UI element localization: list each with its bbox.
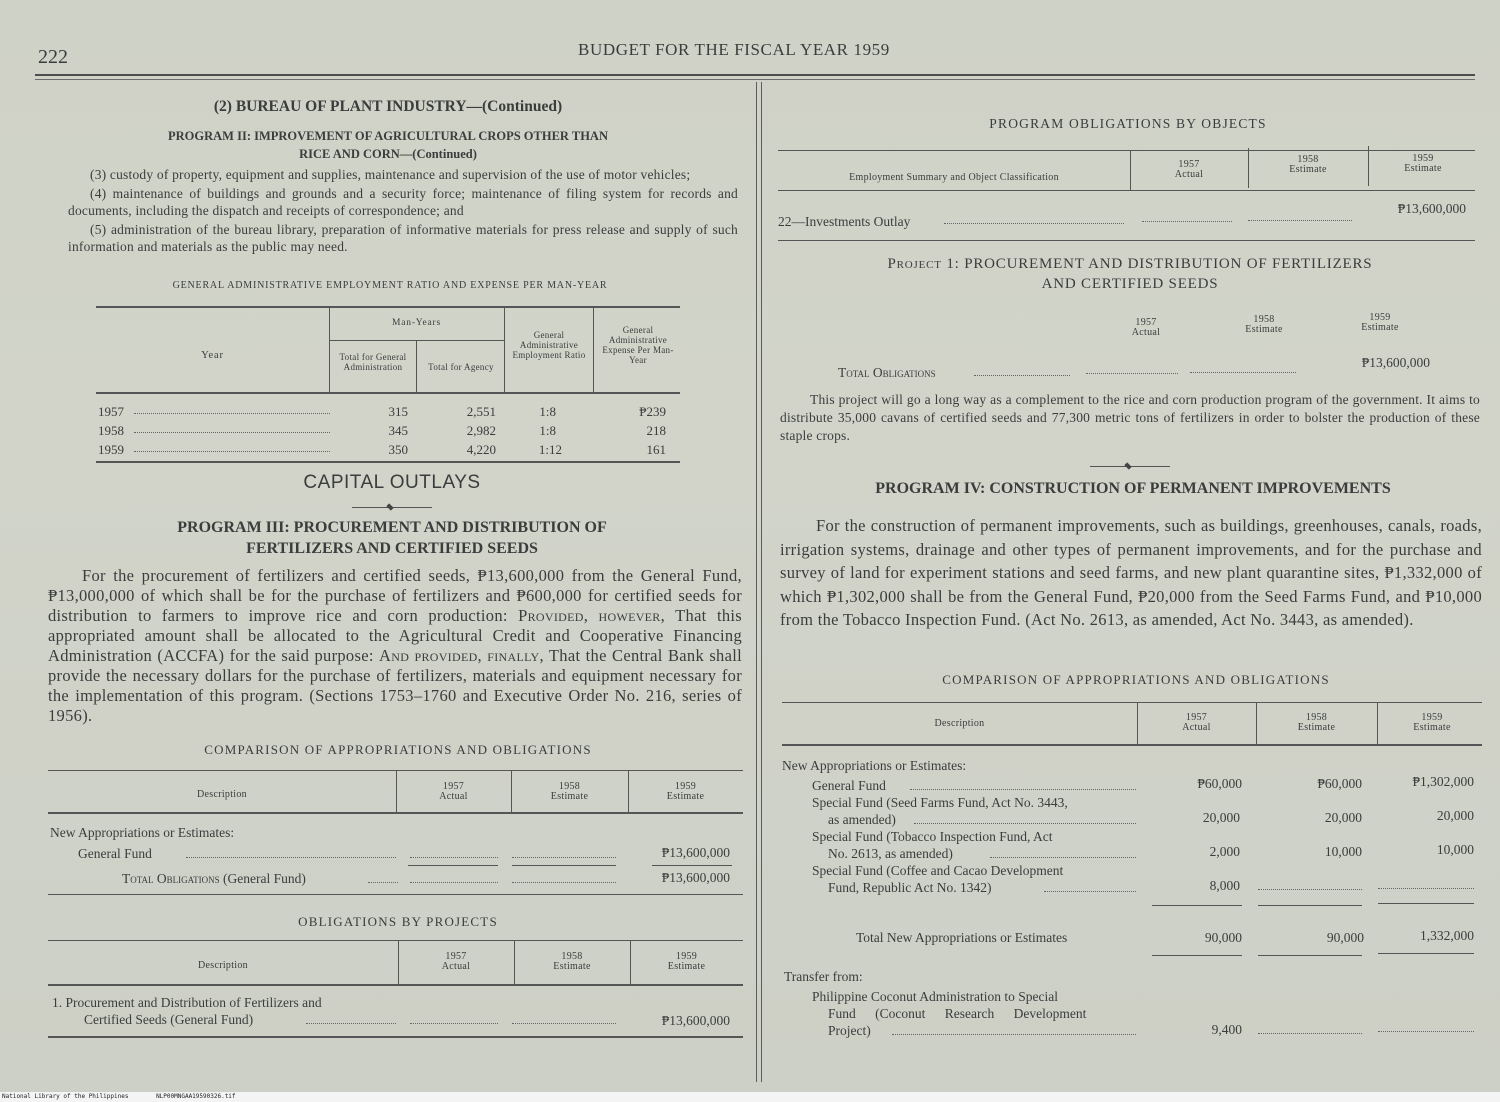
table-row: [98, 423, 682, 442]
project1-1959: ₱13,600,000: [661, 1013, 730, 1028]
sum-rule: [1258, 955, 1362, 956]
program3-title-line2: FERTILIZERS AND CERTIFIED SEEDS: [246, 540, 538, 557]
new-appropriations-label: New Appropriations or Estimates:: [50, 825, 235, 840]
header-rule: [35, 74, 1475, 76]
investments-label: 22—Investments Outlay: [778, 214, 911, 229]
project-prefix: Project 1:: [887, 256, 960, 272]
program4-paragraph: For the construction of permanent improvements, such as buildings, greenhouses, canals, roads, irrigation systems, drainage and other types of permanent improvements, and for the purchase and survey of land for experiment stations and seed farms, and new plant quarantine sites, ₱1,332,000 of which ₱1,302,000 shall be from the General Fund, ₱20,000 from the Seed Farms Fund, and ₱10,000 from the Tobacco Inspection Fund. (Act No. 2613, as amended, Act No. 3443, as amended).: [780, 516, 1482, 629]
ornament-rule: [1090, 466, 1170, 467]
total-new-1957: 90,000: [1204, 930, 1242, 945]
row-general-fund-1958: ₱60,000: [1317, 776, 1362, 791]
new-appropriations-right-label: New Appropriations or Estimates:: [782, 758, 967, 773]
row-tobacco-1957: 2,000: [1209, 844, 1240, 859]
capital-outlays-heading: CAPITAL OUTLAYS: [303, 472, 481, 493]
transfer-1957: 9,400: [1211, 1022, 1242, 1037]
ratio-table-caption: GENERAL ADMINISTRATIVE EMPLOYMENT RATIO AND EXPENSE PER MAN-YEAR: [172, 280, 608, 291]
sum-rule: [408, 865, 498, 866]
col-1957: 1957 Actual: [439, 781, 468, 802]
leader-dots: [974, 366, 1070, 376]
library-credit: National Library of the Philippines: [2, 1093, 129, 1100]
leader-dots: [186, 848, 396, 858]
row-general-fund-label: General Fund: [812, 778, 886, 793]
total-new-1959: 1,332,000: [1420, 928, 1474, 943]
table-rule: [48, 812, 743, 814]
transfer-from-label: Transfer from:: [784, 969, 863, 984]
row-ratio: 1:8: [539, 404, 556, 419]
transfer-line2: Fund (Coconut Research Development: [828, 1006, 1087, 1021]
sum-rule: [652, 865, 732, 866]
col-description: Description: [198, 960, 248, 971]
project1-description: [780, 391, 1480, 445]
program4-text: [780, 514, 1482, 632]
col-1957: 1957 Actual: [441, 951, 471, 972]
row-tobacco-line1: Special Fund (Tobacco Inspection Fund, Act: [812, 829, 1053, 844]
col-1957: 1957 Actual: [1131, 317, 1161, 338]
table-rule: [48, 1036, 743, 1038]
column-divider-2: [761, 82, 762, 1082]
col-1959: 1959 Estimate: [1361, 312, 1399, 333]
row-tobacco-1958: 10,000: [1324, 844, 1362, 859]
project1-title-l1: PROCUREMENT AND DISTRIBUTION OF FERTILIZERS: [964, 256, 1373, 272]
leader-dots: [410, 848, 498, 858]
ornament-rule: [352, 507, 432, 508]
sum-rule: [1258, 905, 1362, 906]
table-rule: [96, 392, 680, 394]
investments-1959: ₱13,600,000: [1397, 201, 1466, 216]
program3-text-c: That the Central Bank shall provide the necessary dollars for the purchase of fertilizers, materials and equipment necessary for the implementation of this program. (Sections 1753–1760 and Executive Order No. 216, series of 1956).: [48, 646, 742, 725]
row-year: 1957: [98, 404, 124, 419]
row-ratio: 1:8: [539, 423, 556, 438]
project1-line1: 1. Procurement and Distribution of Fertilizers and: [52, 995, 322, 1010]
program3-text: [48, 566, 742, 726]
col-1958: 1958 Estimate: [1245, 314, 1283, 335]
leader-dots: [1044, 882, 1136, 892]
leader-dots: [134, 423, 330, 433]
leader-dots: [512, 1014, 616, 1024]
table-rule: [329, 340, 504, 341]
col-1958: 1958 Estimate: [1289, 154, 1327, 175]
project1-line2: Certified Seeds (General Fund): [84, 1012, 254, 1027]
leader-dots: [1248, 211, 1352, 221]
project1-heading-line1: [778, 256, 1482, 273]
row-agency: 2,982: [466, 423, 496, 438]
column-divider: [756, 82, 757, 1082]
table-rule: [778, 190, 1475, 191]
table-rule: [48, 894, 743, 895]
col-year: Year: [201, 350, 224, 361]
table-vrule: [416, 341, 417, 392]
comparison-caption-left: COMPARISON OF APPROPRIATIONS AND OBLIGATIONS: [204, 742, 592, 757]
col-1959: 1959 Estimate: [666, 781, 705, 802]
provided-however: Provided, however,: [518, 606, 666, 625]
row-agency: 4,220: [466, 442, 496, 457]
col-total-general: Total for General Administration: [339, 352, 407, 372]
row-expense: 218: [646, 423, 666, 438]
sum-rule: [512, 865, 616, 866]
row-general-fund-1959: ₱1,302,000: [1412, 774, 1474, 789]
program4-title: PROGRAM IV: CONSTRUCTION OF PERMANENT IMPROVEMENTS: [875, 480, 1391, 497]
leader-dots: [410, 1014, 498, 1024]
table-rule: [96, 461, 680, 463]
program2-title-line1: PROGRAM II: IMPROVEMENT OF AGRICULTURAL CROPS OTHER THAN: [168, 129, 608, 143]
by-projects-caption: OBLIGATIONS BY PROJECTS: [298, 914, 498, 929]
row-coffee-line2: Fund, Republic Act No. 1342): [828, 880, 992, 895]
paragraph-5: (5) administration of the bureau library, preparation of informative materials for press release and supply of such information and materials as the public may need.: [68, 222, 738, 254]
leader-dots: [1378, 879, 1474, 889]
row-general: 350: [388, 442, 408, 457]
general-fund-label: General Fund: [78, 846, 152, 861]
leader-dots: [512, 848, 616, 858]
col-1959: 1959 Estimate: [1404, 153, 1442, 174]
row-ratio: 1:12: [538, 442, 562, 457]
leader-dots: [1258, 880, 1362, 890]
col-description: Description: [934, 718, 985, 729]
table-row: [98, 442, 682, 461]
ratio-table-body: [98, 404, 682, 461]
file-name: NLP00MNGAA19590326.tif: [156, 1093, 236, 1100]
row-seed-farms-1957: 20,000: [1202, 810, 1240, 825]
leader-dots: [990, 848, 1136, 858]
row-coffee-1957: 8,000: [1209, 878, 1240, 893]
leader-dots: [944, 214, 1124, 224]
col-1959: 1959 Estimate: [667, 951, 706, 972]
program2-paragraphs: [68, 166, 738, 255]
transfer-line1: Philippine Coconut Administration to Special: [812, 989, 1058, 1004]
leader-dots: [1190, 363, 1296, 373]
leader-dots: [306, 1014, 396, 1024]
program2-title-line2: RICE AND CORN—(Continued): [299, 147, 477, 161]
sum-rule: [1378, 903, 1474, 904]
table-rule: [48, 984, 743, 986]
project1-text: This project will go a long way as a complement to the rice and corn production program of the government. It aims to distribute 35,000 cavans of certified seeds and 77,300 metric tons of fertilizers in order to bolster the production of these staple crops.: [780, 392, 1480, 443]
row-agency: 2,551: [466, 404, 496, 419]
col-man-years: Man-Years: [392, 318, 441, 328]
table-rule: [48, 940, 743, 941]
page-number: 222: [38, 46, 68, 68]
row-tobacco-1959: 10,000: [1436, 842, 1474, 857]
total-obligations-right-1959: ₱13,600,000: [1361, 355, 1430, 370]
program3-text-a: For the procurement of fertilizers and certified seeds, ₱13,600,000 from the General Fund, ₱13,000,000 of which shall be for the purchase of fertilizers and ₱600,000 for certified seeds for distribution to farmers to improve rice and corn production:: [48, 566, 742, 625]
col-employment: Employment Summary and Object Classification: [849, 172, 1059, 183]
col-description: Description: [197, 789, 247, 800]
row-general: 345: [388, 423, 408, 438]
table-vrule: [593, 306, 594, 392]
paragraph-4: (4) maintenance of buildings and grounds and a security force; maintenance of filing system for records and documents, including the dispatch and receipts of correspondence; and: [68, 186, 738, 218]
total-obligations-right-label: Total Obligations: [838, 365, 936, 380]
leader-dots: [134, 404, 330, 414]
row-year: 1959: [98, 442, 124, 457]
col-1958: 1958 Estimate: [550, 781, 589, 802]
header-rule-thin: [35, 79, 1475, 80]
col-expense: General Administrative Expense Per Man-Year: [602, 325, 674, 365]
col-1959: 1959 Estimate: [1413, 712, 1451, 733]
row-seed-farms-1959: 20,000: [1436, 808, 1474, 823]
row-tobacco-line2: No. 2613, as amended): [828, 846, 953, 861]
col-ratio: General Administrative Employment Ratio: [512, 330, 586, 360]
sum-rule: [1378, 953, 1474, 954]
leader-dots: [1142, 212, 1232, 222]
row-seed-farms-1958: 20,000: [1324, 810, 1362, 825]
sum-rule: [1152, 905, 1242, 906]
program3-title-line1: PROGRAM III: PROCUREMENT AND DISTRIBUTION OF: [177, 519, 607, 536]
col-1958: 1958 Estimate: [1297, 712, 1336, 733]
leader-dots: [910, 780, 1136, 790]
general-fund-1959: ₱13,600,000: [661, 845, 730, 860]
provided-finally: And provided, finally,: [379, 646, 544, 665]
row-general-fund-1957: ₱60,000: [1197, 776, 1242, 791]
col-1957: 1957 Actual: [1182, 712, 1211, 733]
leader-dots: [368, 873, 398, 883]
row-year: 1958: [98, 423, 124, 438]
total-obligations-left: [122, 871, 306, 887]
table-vrule: [504, 306, 505, 392]
col-1958: 1958 Estimate: [553, 951, 591, 972]
leader-dots: [1378, 1022, 1474, 1032]
program3-text-b: That this appropriated amount shall be allocated to the Agricultural Credit and Cooperative Financing Administration (ACCFA) for the said purpose:: [48, 606, 742, 665]
leader-dots: [410, 873, 498, 883]
total-obligations-suffix: (General Fund): [223, 871, 306, 886]
leader-dots: [134, 442, 330, 452]
leader-dots: [1086, 364, 1178, 374]
table-row: [98, 404, 682, 423]
table-rule: [782, 744, 1482, 746]
leader-dots: [914, 814, 1136, 824]
row-coffee-line1: Special Fund (Coffee and Cacao Development: [812, 863, 1064, 878]
col-total-agency: Total for Agency: [428, 362, 494, 372]
project1-heading-line2: AND CERTIFIED SEEDS: [1041, 276, 1219, 292]
total-new-label: Total New Appropriations or Estimates: [856, 930, 1068, 945]
total-new-1958: 90,000: [1326, 930, 1364, 945]
running-title: BUDGET FOR THE FISCAL YEAR 1959: [578, 40, 890, 59]
leader-dots: [892, 1025, 1136, 1035]
table-rule: [778, 150, 1475, 151]
table-rule: [778, 240, 1475, 241]
row-seed-farms-line2: as amended): [828, 812, 896, 827]
col-1957: 1957 Actual: [1174, 159, 1204, 180]
comparison-caption-right: COMPARISON OF APPROPRIATIONS AND OBLIGATIONS: [942, 672, 1330, 687]
row-general: 315: [388, 404, 408, 419]
row-expense: ₱239: [639, 404, 666, 419]
sum-rule: [1152, 955, 1242, 956]
paragraph-3: (3) custody of property, equipment and supplies, maintenance and supervision of the use of motor vehicles;: [90, 167, 691, 182]
leader-dots: [1258, 1024, 1362, 1034]
scan-footer-strip: [0, 1092, 1500, 1102]
row-expense: 161: [646, 442, 666, 457]
row-seed-farms-line1: Special Fund (Seed Farms Fund, Act No. 3443,: [812, 795, 1068, 810]
by-objects-caption: PROGRAM OBLIGATIONS BY OBJECTS: [989, 116, 1267, 131]
transfer-line3: Project): [828, 1023, 871, 1038]
leader-dots: [512, 873, 616, 883]
bureau-title: (2) BUREAU OF PLANT INDUSTRY—(Continued): [213, 98, 563, 115]
total-obligations-1959: ₱13,600,000: [661, 870, 730, 885]
total-obligations-label: Total Obligations: [122, 871, 220, 886]
